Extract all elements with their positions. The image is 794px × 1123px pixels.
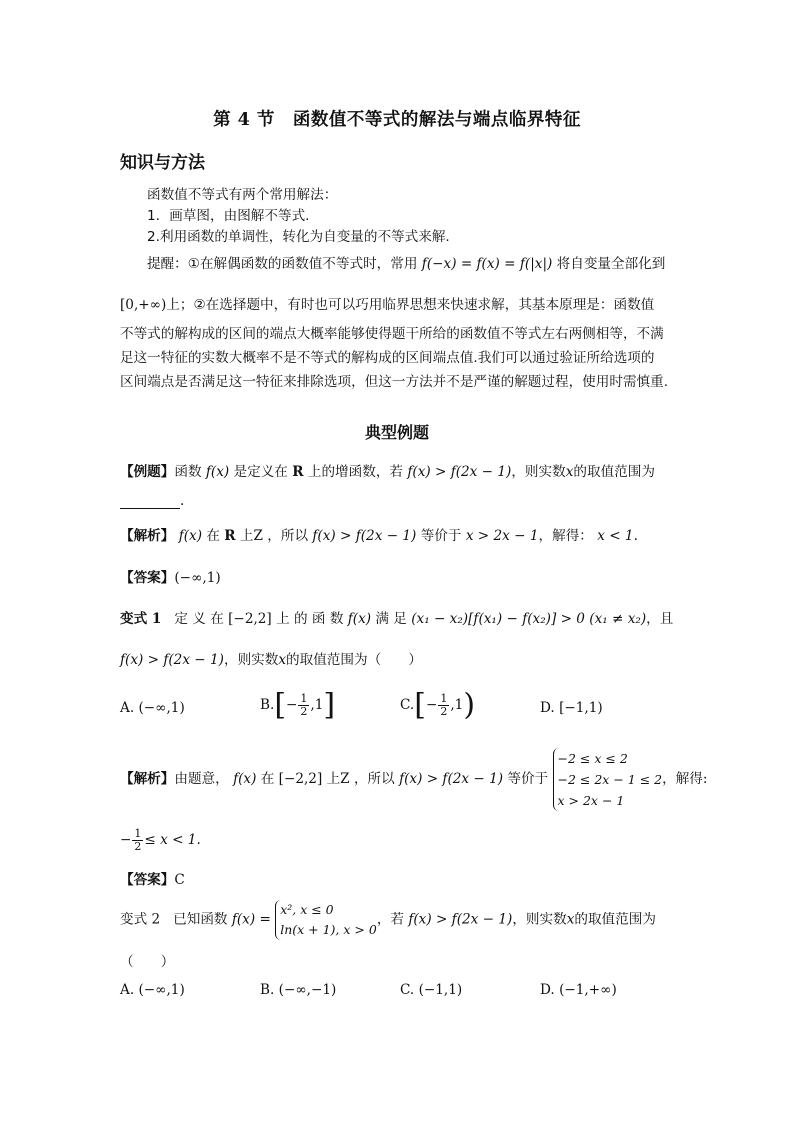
page-title: 第 4 节 函数值不等式的解法与端点临界特征 xyxy=(213,110,581,130)
variant1-result: − $\frac{1}{2}$ ≤ x < 1. xyxy=(120,827,201,853)
variant1-option-a[interactable] xyxy=(120,700,185,716)
variant1-text-e: ，则实数 xyxy=(223,652,279,668)
option-c-label: C. xyxy=(400,697,415,713)
system-row-3: x > 2x − 1 xyxy=(557,793,625,808)
frac-num: 1 xyxy=(440,692,448,705)
hint-line-4: 足这一特征的实数大概率不是不等式的解构成的区间端点值.我们可以通过验证所给选项的 xyxy=(120,350,655,366)
variant1-analysis-fx: f(x) xyxy=(233,771,257,787)
paren-right: ) xyxy=(463,687,476,723)
example-text-a: 函数 xyxy=(174,464,202,480)
hint-line-5: 区间端点是否满足这一特征来排除选项，但这一方法并不是严谨的解题过程，使用时需慎重. xyxy=(120,374,669,390)
variant1-label: 变式 1 xyxy=(120,611,162,627)
variant2-text-a: 已知函数 xyxy=(173,911,228,928)
option-d-label: D. xyxy=(540,982,555,998)
option-b-label: B. xyxy=(260,982,275,998)
bracket-left: [ xyxy=(274,687,287,723)
variant1-cond-note: (x₁ ≠ x₂) xyxy=(589,611,647,627)
variant2-text-b: ，若 xyxy=(376,911,404,928)
intro-line-2: 1．画草图，由图解不等式. xyxy=(147,208,310,224)
option-b-label: B. xyxy=(260,697,275,713)
blank-line xyxy=(120,494,180,509)
analysis-cond: x > 2x − 1 xyxy=(465,528,539,544)
variant2-question xyxy=(120,900,656,940)
variant1-analysis xyxy=(120,748,707,811)
section-heading-knowledge: 知识与方法 xyxy=(120,153,205,173)
bracket-left: [ xyxy=(414,687,426,723)
variant1-analysis-a: 由题意， xyxy=(174,771,229,787)
variant2-ineq: f(x) > f(2x − 1) xyxy=(408,911,513,928)
analysis-up: 上Z ，所以 xyxy=(239,528,309,544)
variant1-option-b[interactable]: B.[− $\frac{1}{2}$ ,1] xyxy=(260,687,336,723)
blank-end: . xyxy=(180,493,185,509)
hint-line-2-text: 上；②在选择题中，有时也可以巧用临界思想来快速求解，其基本原理是：函数值 xyxy=(166,297,655,313)
variant1-analysis-label: 【解析】 xyxy=(120,771,175,787)
variant2-x: x xyxy=(566,911,575,928)
variant1-ineq: f(x) > f(2x − 1) xyxy=(120,652,224,668)
variant1-analysis-solve: ，解得: xyxy=(662,771,708,787)
variant2-option-a[interactable] xyxy=(120,982,185,998)
hint-suffix: 将自变量全部化到 xyxy=(556,256,666,272)
option-a-label: A. xyxy=(120,700,135,716)
example-text-e: 的取值范围为 xyxy=(573,464,655,480)
variant2-piecewise xyxy=(275,900,377,940)
piecewise-case-1: x², x ≤ 0 xyxy=(280,902,334,917)
analysis-eq: 等价于 xyxy=(420,528,462,544)
example-x: x xyxy=(565,464,574,480)
example-text-c: 上的增函数，若 xyxy=(307,464,404,480)
frac-den: 2 xyxy=(440,705,448,718)
variant1-answer-label: 【答案】 xyxy=(120,872,175,888)
option-c-value: (−1,1) xyxy=(418,982,463,998)
option-c-fraction xyxy=(438,693,449,718)
variant1-analysis-in: 在 xyxy=(260,771,275,787)
example-answer-blank xyxy=(120,493,184,509)
variant1-system xyxy=(553,748,663,811)
variant2-option-b[interactable] xyxy=(260,982,336,998)
example-R: R xyxy=(292,464,304,480)
variant1-text-c: 满 足 xyxy=(375,611,407,627)
example-label: 【例题】 xyxy=(120,464,175,480)
variant1-fx: f(x) xyxy=(347,611,372,627)
variant1-analysis-eq: 等价于 xyxy=(507,771,549,787)
example-text-b: 是定义在 xyxy=(233,464,288,480)
variant1-answer xyxy=(120,868,185,888)
hint-prefix: 提醒：①在解偶函数的函数值不等式时，常用 xyxy=(147,256,418,272)
option-d-label: D. xyxy=(540,700,555,716)
example-fx: f(x) xyxy=(205,464,230,480)
variant1-text-d: ，且 xyxy=(646,611,674,627)
option-a-value: (−∞,1) xyxy=(138,700,185,716)
example-analysis xyxy=(120,524,638,544)
hint-interval: [0,+∞) xyxy=(120,297,167,313)
answer-value: (−∞,1) xyxy=(174,570,221,586)
result-tail: ≤ x < 1. xyxy=(144,832,201,848)
option-b-fraction xyxy=(298,693,309,718)
variant1-text-f: 的取值范围为（ ） xyxy=(286,652,422,668)
variant1-option-c[interactable]: C.[− $\frac{1}{2}$ ,1) xyxy=(400,687,476,723)
analysis-R: R xyxy=(224,528,236,544)
system-row-1: −2 ≤ x ≤ 2 xyxy=(557,751,628,766)
variant1-analysis-ineq: f(x) > f(2x − 1) xyxy=(399,771,504,787)
hint-formula: f(−x) = f(x) = f(|x|) xyxy=(421,256,553,272)
hint-line-2 xyxy=(120,293,654,313)
variant1-x: x xyxy=(278,652,287,668)
variant2-text-d: 的取值范围为 xyxy=(574,911,656,928)
option-d-value: [−1,1) xyxy=(559,700,603,716)
example-answer xyxy=(120,566,221,586)
variant1-answer-value: C xyxy=(174,872,185,888)
frac-num: 1 xyxy=(134,827,142,840)
variant1-option-d[interactable] xyxy=(540,700,603,716)
analysis-solve: ，解得： xyxy=(538,528,593,544)
system-row-2: −2 ≤ 2x − 1 ≤ 2 xyxy=(557,772,663,787)
option-a-label: A. xyxy=(120,982,135,998)
variant2-fx-eq: f(x) = xyxy=(231,911,271,928)
analysis-label: 【解析】 xyxy=(120,528,175,544)
piecewise-case-2: ln(x + 1), x > 0 xyxy=(280,922,377,937)
variant1-question-line1 xyxy=(120,607,673,627)
option-b-value: (−∞,−1) xyxy=(278,982,337,998)
analysis-in: 在 xyxy=(206,528,220,544)
section-heading-examples: 典型例题 xyxy=(364,423,429,442)
bracket-right: ] xyxy=(323,687,336,723)
variant1-analysis-domain: [−2,2] xyxy=(278,771,323,787)
frac-den: 2 xyxy=(300,705,308,718)
intro-line-1: 函数值不等式有两个常用解法： xyxy=(147,187,338,203)
analysis-end: . xyxy=(633,528,638,544)
result-fraction xyxy=(132,828,143,853)
option-a-value: (−∞,1) xyxy=(138,982,185,998)
analysis-fx: f(x) xyxy=(178,528,203,544)
analysis-ineq: f(x) > f(2x − 1) xyxy=(312,528,417,544)
variant1-question-line2 xyxy=(120,648,422,668)
variant1-text-b: 上 的 函 数 xyxy=(276,611,344,627)
analysis-result: x < 1 xyxy=(597,528,634,544)
variant1-text-a: 定 义 在 xyxy=(174,611,224,627)
option-c-label: C. xyxy=(400,982,415,998)
variant2-text-c: ，则实数 xyxy=(512,911,567,928)
intro-line-3: 2.利用函数的单调性，转化为自变量的不等式来解. xyxy=(147,229,450,245)
example-text-d: ，则实数 xyxy=(511,464,566,480)
hint-line-1 xyxy=(147,252,665,272)
variant1-domain: [−2,2] xyxy=(228,611,272,627)
frac-den: 2 xyxy=(134,840,142,853)
example-ineq: f(x) > f(2x − 1) xyxy=(407,464,512,480)
frac-num: 1 xyxy=(300,692,308,705)
variant1-condition: (x₁ − x₂)[f(x₁) − f(x₂)] > 0 xyxy=(411,611,585,627)
variant2-option-d[interactable] xyxy=(540,982,617,998)
variant1-analysis-up: 上Z ，所以 xyxy=(326,771,395,787)
variant2-option-c[interactable] xyxy=(400,982,462,998)
hint-line-3: 不等式的解构成的区间的端点大概率能够使得题干所给的函数值不等式左右两侧相等，不满 xyxy=(120,326,664,342)
answer-label: 【答案】 xyxy=(120,570,175,586)
option-d-value: (−1,+∞) xyxy=(559,982,617,998)
example-question xyxy=(120,460,655,480)
variant2-label: 变式 2 xyxy=(120,911,161,928)
variant2-paren: （ ） xyxy=(120,954,175,970)
